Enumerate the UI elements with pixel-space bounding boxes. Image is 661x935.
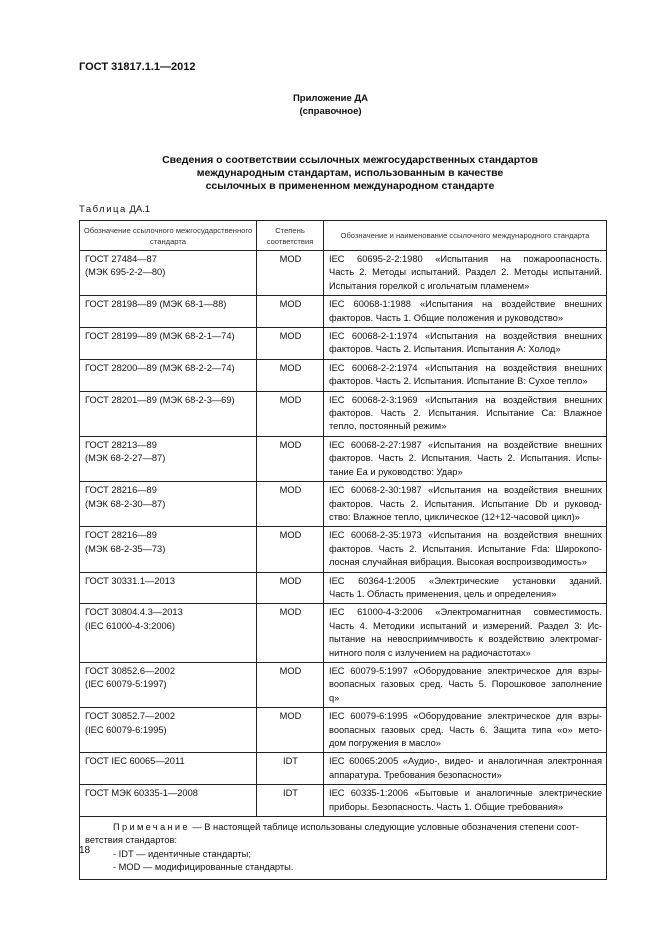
international-standard-cell	[324, 391, 607, 436]
international-standard-text: факторов. Часть 2. Испытания. Испытание В: Сухое тепло»	[329, 376, 588, 387]
degree-cell: MOD	[257, 359, 324, 391]
degree-cell: MOD	[257, 391, 324, 436]
national-standard-cell	[80, 359, 257, 391]
international-standard-cell	[324, 604, 607, 663]
national-standard-text: ГОСТ 28198—89 (МЭК 68-1—88)	[85, 299, 227, 310]
note-label: Примечание	[113, 822, 190, 833]
national-standard-text: (МЭК 68-2-35—73)	[85, 543, 166, 554]
column-header-national: Обозначение ссылочного межгосударственного стандарта	[80, 221, 257, 251]
international-standard-cell	[324, 662, 607, 707]
degree-cell: MOD	[257, 251, 324, 296]
national-standard-cell	[80, 296, 257, 328]
international-standard-cell	[324, 708, 607, 753]
national-standard-text: ГОСТ 27484—87	[85, 254, 157, 264]
international-standard-cell	[324, 359, 607, 391]
international-standard-text: IEC 60068-2-27:1987 «Испытания на воздействие внешних	[329, 439, 602, 450]
column-header-degree: Степень соответствия	[257, 221, 324, 251]
international-standard-cell	[324, 436, 607, 481]
international-standard-text: Часть 1. Область применения, цель и определения»	[329, 588, 557, 599]
document-id: ГОСТ 31817.1.1—2012	[79, 61, 196, 73]
national-standard-text: (МЭК 68-2-30—87)	[85, 498, 166, 509]
degree-cell: MOD	[257, 708, 324, 753]
national-standard-cell	[80, 753, 257, 785]
section-title-line: Сведения о соответствии ссылочных межгосударственных стандартов	[162, 154, 538, 166]
international-standard-text: воопасных газовых сред. Часть 5. Порошковое заполнение	[329, 679, 602, 690]
note-text: — В настоящей таблице использованы следующие условные обозначения степени соот-	[189, 822, 579, 833]
section-title-line: международным стандартам, использованным в качестве	[196, 167, 504, 179]
national-standard-text: ГОСТ 28213—89	[85, 439, 157, 450]
international-standard-text: IEC 61000-4-3:2006 «Электромагнитная совместимость.	[329, 607, 602, 618]
column-header-international: Обозначение и наименование ссылочного международного стандарта	[324, 221, 607, 251]
international-standard-text: факторов. Часть 2. Испытания. Часть 2. Испытания. Испы-	[329, 453, 602, 464]
table-row	[80, 708, 607, 753]
international-standard-cell	[324, 527, 607, 572]
degree-cell: MOD	[257, 662, 324, 707]
international-standard-text: ство: Влажное тепло, циклическое (12+12-часовой цикл)»	[329, 511, 580, 522]
international-standard-text: факторов. Часть 2. Испытания. Испытание Са: Влажное	[329, 408, 602, 419]
table-row	[80, 572, 607, 604]
national-standard-text: ГОСТ 30331.1—2013	[85, 575, 175, 586]
international-standard-text: Испытания горелкой с игольчатым пламенем»	[329, 280, 530, 291]
table-row	[80, 753, 607, 785]
international-standard-text: IEC 60068-2-3:1969 «Испытания на воздействия внешних	[329, 394, 602, 405]
table-row	[80, 662, 607, 707]
international-standard-text: тание Еа и руководство: Удар»	[329, 466, 463, 477]
national-standard-text: ГОСТ 30852.7—2002	[85, 711, 175, 722]
degree-cell: MOD	[257, 482, 324, 527]
international-standard-text: IEC 60068-2-30:1987 «Испытания на воздействия внешних	[329, 485, 602, 496]
international-standard-text: IEC 60065:2005 «Аудио-, видео- и аналогичная электронная	[329, 756, 602, 767]
national-standard-cell	[80, 328, 257, 360]
international-standard-cell	[324, 328, 607, 360]
appendix-title: Приложение ДА	[292, 93, 369, 104]
international-standard-cell	[324, 296, 607, 328]
degree-cell: IDT	[257, 785, 324, 817]
note-item: - IDT — идентичные стандарты;	[113, 848, 251, 859]
table-header-row	[80, 221, 607, 251]
national-standard-text: ГОСТ 28216—89	[85, 485, 157, 496]
international-standard-text: Часть 2. Методы испытаний. Раздел 2. Методы испытаний.	[329, 267, 602, 278]
table-row	[80, 359, 607, 391]
international-standard-text: IEC 60079-5:1997 «Оборудование электрическое для взры-	[329, 665, 602, 676]
international-standard-text: IEC 60068-1:1988 «Испытания на воздействие внешних	[329, 299, 602, 310]
degree-cell: MOD	[257, 572, 324, 604]
international-standard-cell	[324, 753, 607, 785]
degree-cell: MOD	[257, 436, 324, 481]
section-title-line: ссылочных в примененном международном стандарте	[205, 180, 495, 192]
national-standard-text: ГОСТ 28200—89 (МЭК 68-2-2—74)	[85, 362, 235, 373]
page-number: 18	[79, 845, 91, 856]
national-standard-cell	[80, 482, 257, 527]
national-standard-text: ГОСТ 28201—89 (МЭК 68-2-3—69)	[85, 394, 235, 405]
national-standard-text: (IEC 60079-6:1995)	[85, 724, 167, 735]
national-standard-text: (МЭК 68-2-27—87)	[85, 453, 166, 464]
national-standard-cell	[80, 662, 257, 707]
table-note-row	[80, 817, 607, 880]
national-standard-text: ГОСТ IEC 60065—2011	[85, 756, 185, 767]
national-standard-text: ГОСТ 30852.6—2002	[85, 665, 175, 676]
table-caption-number: ДА.1	[126, 204, 151, 215]
degree-cell: MOD	[257, 328, 324, 360]
international-standard-cell	[324, 251, 607, 296]
degree-cell: MOD	[257, 604, 324, 663]
international-standard-text: тепло, постоянный режим»	[329, 421, 447, 432]
international-standard-text: факторов. Часть 2. Испытания. Испытания А: Холод»	[329, 344, 561, 355]
national-standard-cell	[80, 604, 257, 663]
international-standard-text: IEC 60079-6:1995 «Оборудование электрическое для взры-	[329, 711, 602, 722]
note-item: - MOD — модифицированные стандарты.	[113, 862, 294, 873]
international-standard-text: IEC 60364-1:2005 «Электрические установки зданий.	[329, 575, 602, 586]
national-standard-text: ГОСТ 30804.4.3—2013	[85, 607, 183, 618]
table-caption	[79, 204, 150, 215]
national-standard-cell	[80, 527, 257, 572]
national-standard-text: ГОСТ 28216—89	[85, 530, 157, 541]
section-title	[120, 154, 580, 193]
national-standard-text: ГОСТ 28199—89 (МЭК 68-2-1—74)	[85, 331, 235, 342]
table-row	[80, 604, 607, 663]
international-standard-text: пытание на невосприимчивость к воздействию электромаг-	[329, 634, 602, 645]
degree-cell: IDT	[257, 753, 324, 785]
international-standard-text: q»	[329, 692, 340, 703]
international-standard-text: аппаратура. Требования безопасности»	[329, 769, 502, 780]
international-standard-text: IEC 60335-1:2006 «Бытовые и аналогичные электрические	[329, 788, 602, 799]
table-row	[80, 436, 607, 481]
international-standard-text: IEC 60695-2-2:1980 «Испытания на пожароопасность.	[329, 254, 602, 264]
table-row	[80, 785, 607, 817]
international-standard-text: IEC 60068-2-1:1974 «Испытания на воздействия внешних	[329, 331, 602, 342]
national-standard-cell	[80, 436, 257, 481]
table-row	[80, 527, 607, 572]
table-row	[80, 482, 607, 527]
international-standard-text: воопасных газовых сред. Часть 6. Защита типа «о» мето-	[329, 724, 602, 735]
table-row	[80, 296, 607, 328]
national-standard-cell	[80, 391, 257, 436]
standards-table	[79, 220, 607, 880]
international-standard-text: дом погружения в масло»	[329, 738, 441, 748]
table-row	[80, 391, 607, 436]
international-standard-text: Часть 4. Методики испытаний и измерений. Раздел 3: Ис-	[329, 620, 602, 631]
international-standard-text: факторов. Часть 2. Испытания. Испытание Db и руковод-	[329, 498, 602, 509]
national-standard-cell	[80, 708, 257, 753]
national-standard-cell	[80, 572, 257, 604]
table-row	[80, 251, 607, 296]
international-standard-text: факторов. Часть 2. Испытания. Испытание Fda: Широкопо-	[329, 543, 602, 554]
national-standard-text: (МЭК 695-2-2—80)	[85, 267, 166, 278]
international-standard-text: нитного поля с излучением на радиочастотах»	[329, 647, 531, 658]
national-standard-cell	[80, 251, 257, 296]
national-standard-cell	[80, 785, 257, 817]
international-standard-cell	[324, 785, 607, 817]
international-standard-text: лосная случайная вибрация. Высокая воспроизводимость»	[329, 557, 587, 568]
national-standard-text: ГОСТ МЭК 60335-1—2008	[85, 788, 198, 799]
national-standard-text: (IEC 60079-5:1997)	[85, 679, 167, 690]
appendix-subtitle: (справочное)	[299, 106, 362, 117]
international-standard-text: факторов. Часть 1. Общие положения и руководство»	[329, 312, 564, 323]
table-note	[80, 817, 607, 880]
note-text-cont: ветствия стандартов:	[85, 835, 178, 846]
degree-cell: MOD	[257, 296, 324, 328]
international-standard-text: IEC 60068-2-2:1974 «Испытания на воздействия внешних	[329, 362, 602, 373]
international-standard-cell	[324, 572, 607, 604]
degree-cell: MOD	[257, 527, 324, 572]
table-row	[80, 328, 607, 360]
international-standard-text: приборы. Безопасность. Часть 1. Общие требования»	[329, 801, 564, 812]
international-standard-cell	[324, 482, 607, 527]
table-caption-label: Таблица	[79, 204, 127, 215]
international-standard-text: IEC 60068-2-35:1973 «Испытания на воздействия внешних	[329, 530, 602, 541]
national-standard-text: (IEC 61000-4-3:2006)	[85, 620, 175, 631]
